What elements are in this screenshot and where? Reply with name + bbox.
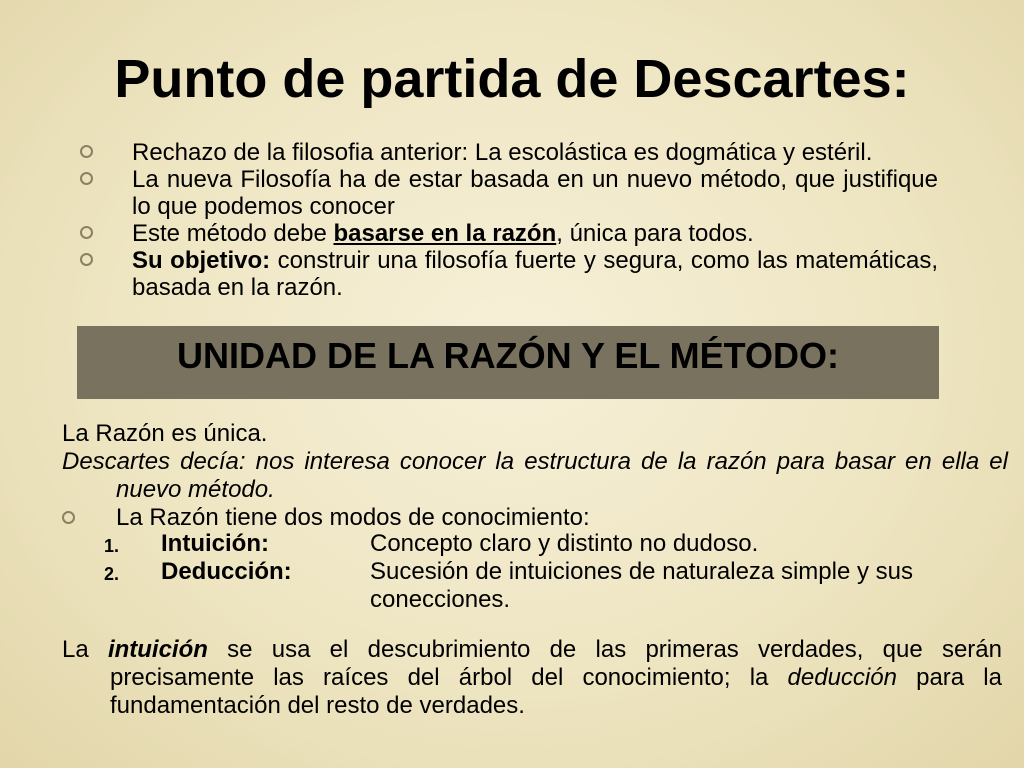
bullet-text-post: , única para todos. xyxy=(556,220,754,247)
mode-term: Deducción: xyxy=(161,558,292,585)
mode-number: 1. xyxy=(104,536,120,556)
ring-bullet-icon xyxy=(80,172,93,185)
mode-term: Intuición: xyxy=(161,530,269,557)
intro-bullet-list xyxy=(78,139,938,301)
bullet-text-emphasis: basarse en la razón xyxy=(333,220,557,247)
ring-bullet-icon xyxy=(80,226,93,239)
mode-definition: Concepto claro y distinto no dudoso. xyxy=(370,530,759,557)
bullet-lead: Su objetivo: xyxy=(132,247,271,274)
term-deduction: deducción xyxy=(787,664,897,691)
bullet-item xyxy=(78,247,938,301)
ring-bullet-icon xyxy=(80,253,93,266)
bullet-text: La nueva Filosofía ha de estar basada en un nuevo método, que justifique lo que podemos conocer xyxy=(132,166,938,220)
ring-bullet-icon xyxy=(62,511,75,524)
mode-number: 2. xyxy=(104,564,120,584)
bullet-text: construir una filosofía fuerte y segura, como las matemáticas, basada en la razón. xyxy=(132,247,938,301)
mode-item xyxy=(104,530,954,558)
paragraph-two-modes xyxy=(62,504,1008,532)
paragraph-intuition-deduction xyxy=(62,636,1002,720)
mode-definition: Sucesión de intuiciones de naturaleza simple y sus conecciones. xyxy=(370,558,913,613)
bullet-text: Rechazo de la filosofia anterior: La escolástica es dogmática y estéril. xyxy=(132,139,873,166)
term-intuition: intuición xyxy=(107,636,208,663)
section-banner: UNIDAD DE LA RAZÓN Y EL MÉTODO: xyxy=(77,326,939,399)
modes-list xyxy=(104,530,954,613)
ring-bullet-icon xyxy=(80,145,93,158)
text-run: La xyxy=(62,636,108,663)
slide-title: Punto de partida de Descartes: xyxy=(114,49,910,109)
bullet-item xyxy=(78,220,938,247)
bullet-text-pre: Este método debe xyxy=(132,220,334,247)
mode-item xyxy=(104,558,954,613)
paragraph-two-modes-text: La Razón tiene dos modos de conocimiento: xyxy=(116,504,590,531)
bullet-item xyxy=(78,139,938,166)
text-run: para la fundamentación del resto de verdades. xyxy=(110,664,1002,719)
text-run: se usa el descubrimiento de las primeras verdades, que serán precisamente las raíces del árbol del conocimiento; la xyxy=(110,636,1002,691)
paragraph-reason-unique: La Razón es única. xyxy=(62,420,268,447)
paragraph-descartes-quote: Descartes decía: nos interesa conocer la estructura de la razón para basar en ella el nuevo método. xyxy=(62,448,1008,503)
bullet-item xyxy=(78,166,938,220)
